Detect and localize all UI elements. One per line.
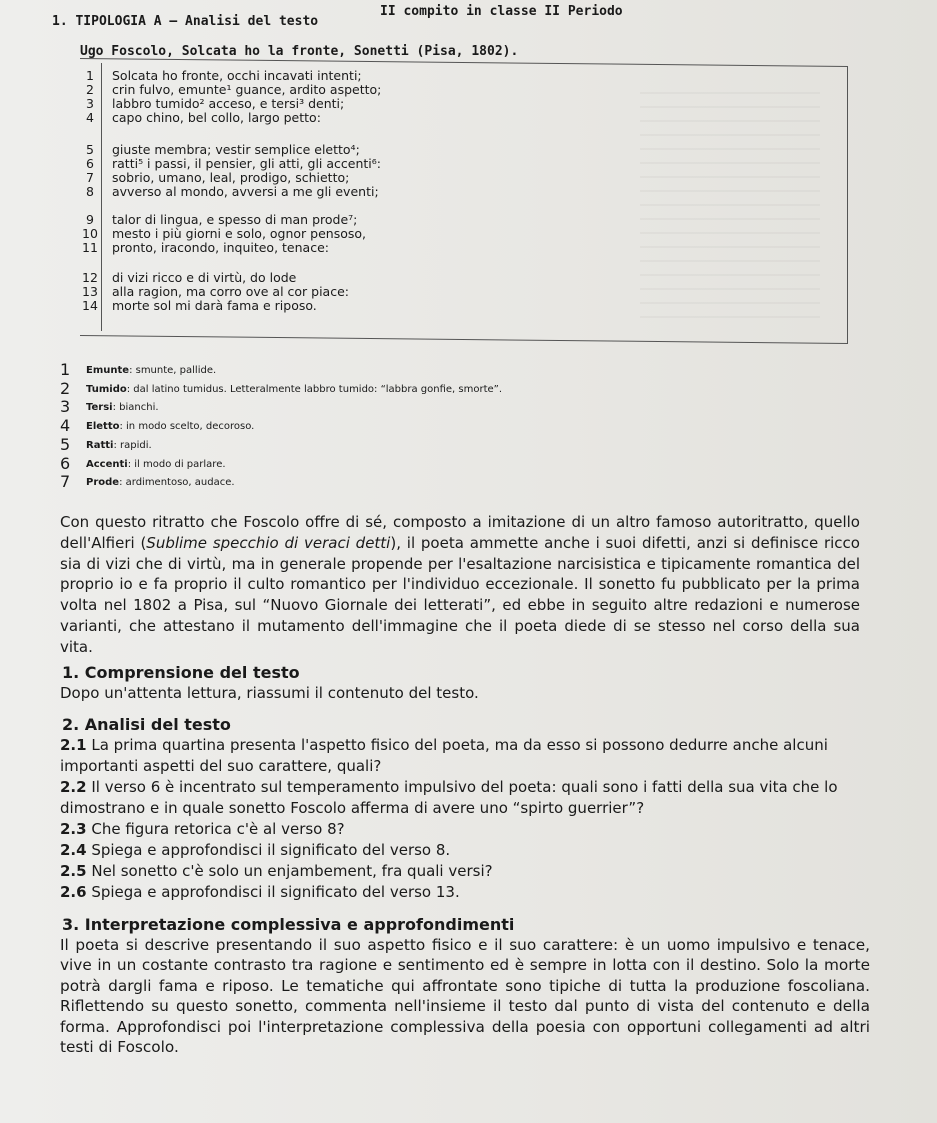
footnote	[60, 435, 152, 454]
verse-number: 6	[86, 156, 94, 171]
question	[60, 840, 880, 861]
footnote-term: Prode	[86, 477, 120, 489]
verse-number: 5	[86, 142, 94, 157]
question-text: Spiega e approfondisci il significato del verso 8.	[86, 841, 451, 859]
footnote-definition: : smunte, pallide.	[129, 365, 217, 376]
footnote-definition: : rapidi.	[113, 439, 152, 451]
footnote-definition: : in modo scelto, decoroso.	[119, 421, 255, 433]
footnote-definition: : ardimentoso, audace.	[119, 477, 235, 489]
footnote-number: 1	[60, 360, 71, 379]
verse-text: mesto i più giorni e solo, ognor pensoso,	[112, 226, 366, 241]
section-1-title: 1. Comprensione del testo	[62, 663, 300, 682]
question-text: Nel sonetto c'è solo un enjambement, fra quali versi?	[86, 862, 493, 880]
footnote-number: 7	[60, 472, 71, 492]
footnote-definition: : dal latino tumidus. Letteralmente labbro tumido: “labbra gonfie, smorte”.	[126, 383, 503, 395]
footnote-number: 2	[60, 378, 71, 398]
verse-number: 7	[86, 170, 94, 185]
verse-number: 13	[82, 284, 98, 299]
verse-number: 2	[86, 82, 94, 97]
section-3-title: 3. Interpretazione complessiva e approfondimenti	[62, 915, 515, 934]
verse-text: di vizi ricco e di virtù, do lode	[112, 270, 297, 285]
footnote-term: Tumido	[86, 383, 127, 395]
footnote-term: Accenti	[86, 458, 128, 470]
footnote-number: 4	[60, 416, 71, 436]
verse-number: 9	[86, 212, 94, 227]
footnote-term: Tersi	[86, 402, 113, 414]
class-test-heading: II compito in classe II Periodo	[380, 4, 623, 19]
footnote-definition: : il modo di parlare.	[127, 458, 226, 470]
question-number: 2.2	[60, 778, 87, 796]
tipologia-title: 1. TIPOLOGIA A – Analisi del testo	[52, 14, 319, 29]
verse-number: 14	[82, 298, 98, 313]
verse-text: morte sol mi darà fama e riposo.	[112, 298, 317, 313]
question	[60, 735, 880, 776]
footnote-definition: : bianchi.	[112, 402, 159, 414]
question-text: Il verso 6 è incentrato sul temperamento impulsivo del poeta: quali sono i fatti della sua vita che lo dimostrano e in quale sonetto Foscolo afferma di avere uno “spirto guerrier”?	[60, 778, 838, 817]
footnote	[60, 397, 159, 416]
verse-text: alla ragion, ma corro ove al cor piace:	[112, 284, 349, 299]
verse-text: sobrio, umano, leal, prodigo, schietto;	[112, 170, 350, 185]
question	[60, 861, 880, 882]
section-1-text: Dopo un'attenta lettura, riassumi il contenuto del testo.	[60, 684, 479, 702]
bleed-through-texture	[640, 80, 820, 320]
footnote	[60, 416, 254, 435]
footnote	[60, 454, 226, 473]
verse-number: 12	[82, 270, 98, 285]
footnote	[60, 360, 216, 379]
footnote-number: 6	[60, 453, 71, 473]
question	[60, 882, 880, 903]
verse-text: talor di lingua, e spesso di man prode⁷;	[112, 212, 358, 227]
verse-number: 11	[82, 240, 98, 255]
footnote-term: Ratti	[86, 439, 114, 451]
verse-text: capo chino, bel collo, largo petto:	[112, 110, 321, 125]
question-text: La prima quartina presenta l'aspetto fisico del poeta, ma da esso si possono dedurre anche alcuni importanti aspetti del suo carattere, quali?	[60, 736, 828, 775]
verse-text: labbro tumido² acceso, e tersi³ denti;	[112, 96, 345, 111]
footnote-term: Eletto	[86, 421, 120, 433]
question-text: Che figura retorica c'è al verso 8?	[86, 820, 345, 838]
question-number: 2.5	[60, 862, 87, 880]
verse-text: pronto, iracondo, inquiteo, tenace:	[112, 240, 329, 255]
poem-source: Ugo Foscolo, Solcata ho la fronte, Sonetti (Pisa, 1802).	[80, 44, 519, 59]
verse-text: avverso al mondo, avversi a me gli eventi;	[112, 184, 379, 199]
footnote-number: 5	[60, 434, 71, 454]
intro-paragraph: Con questo ritratto che Foscolo offre di sé, composto a imitazione di un altro famoso autoritratto, quello dell'Alfieri (Sublime specchio di veraci detti), il poeta ammette anche i suoi difetti, anzi si definisce ricco sia di vizi che di virtù, ma in generale propende per l'esaltazione narcisistica e tipicamente romantica del proprio io e fa proprio il culto romantico per l'individuo eccezionale. Il sonetto fu pubblicato per la prima volta nel 1802 a Pisa, sul “Nuovo Giornale dei letterati”, ed ebbe in seguito altre redazioni e numerose varianti, che attestano il mutamento dell'immagine che il poeta diede di se stesso nel corso della sua vita.	[60, 513, 860, 656]
verse-number: 3	[86, 96, 94, 111]
footnote-term: Emunte	[86, 365, 130, 376]
question-number: 2.3	[60, 820, 87, 838]
question	[60, 819, 880, 840]
verse-number: 4	[86, 110, 94, 125]
verse-text: Solcata ho fronte, occhi incavati intenti;	[112, 68, 362, 83]
footnote	[60, 472, 235, 491]
question-number: 2.6	[60, 883, 87, 901]
verse-text: ratti⁵ i passi, il pensier, gli atti, gli accenti⁶:	[112, 156, 381, 171]
verse-text: giuste membra; vestir semplice eletto⁴;	[112, 142, 360, 157]
question-text: Spiega e approfondisci il significato del verso 13.	[86, 883, 460, 901]
question-number: 2.4	[60, 841, 87, 859]
verse-number: 8	[86, 184, 94, 199]
verse-number: 10	[82, 226, 98, 241]
question-number: 2.1	[60, 736, 87, 754]
footnote	[60, 379, 502, 398]
footnote-number: 3	[60, 397, 71, 417]
verse-text: crin fulvo, emunte¹ guance, ardito aspetto;	[112, 82, 382, 97]
section-2-title: 2. Analisi del testo	[62, 715, 231, 734]
question	[60, 777, 880, 818]
verse-number: 1	[86, 68, 94, 83]
section-3-text: Il poeta si descrive presentando il suo aspetto fisico e il suo carattere: è un uomo impulsivo e tenace, vive in un costante contrasto tra ragione e sentimento ed è sempre in lotta con il destino. Solo la morte potrà dargli fama e riposo. Le tematiche qui affrontate sono tipiche di tutta la produzione foscoliana. Riflettendo su questo sonetto, commenta nell'insieme il testo dal punto di vista del contenuto e della forma. Approfondisci poi l'interpretazione complessiva della poesia con opportuni collegamenti ad altri testi di Foscolo.	[60, 936, 870, 1057]
